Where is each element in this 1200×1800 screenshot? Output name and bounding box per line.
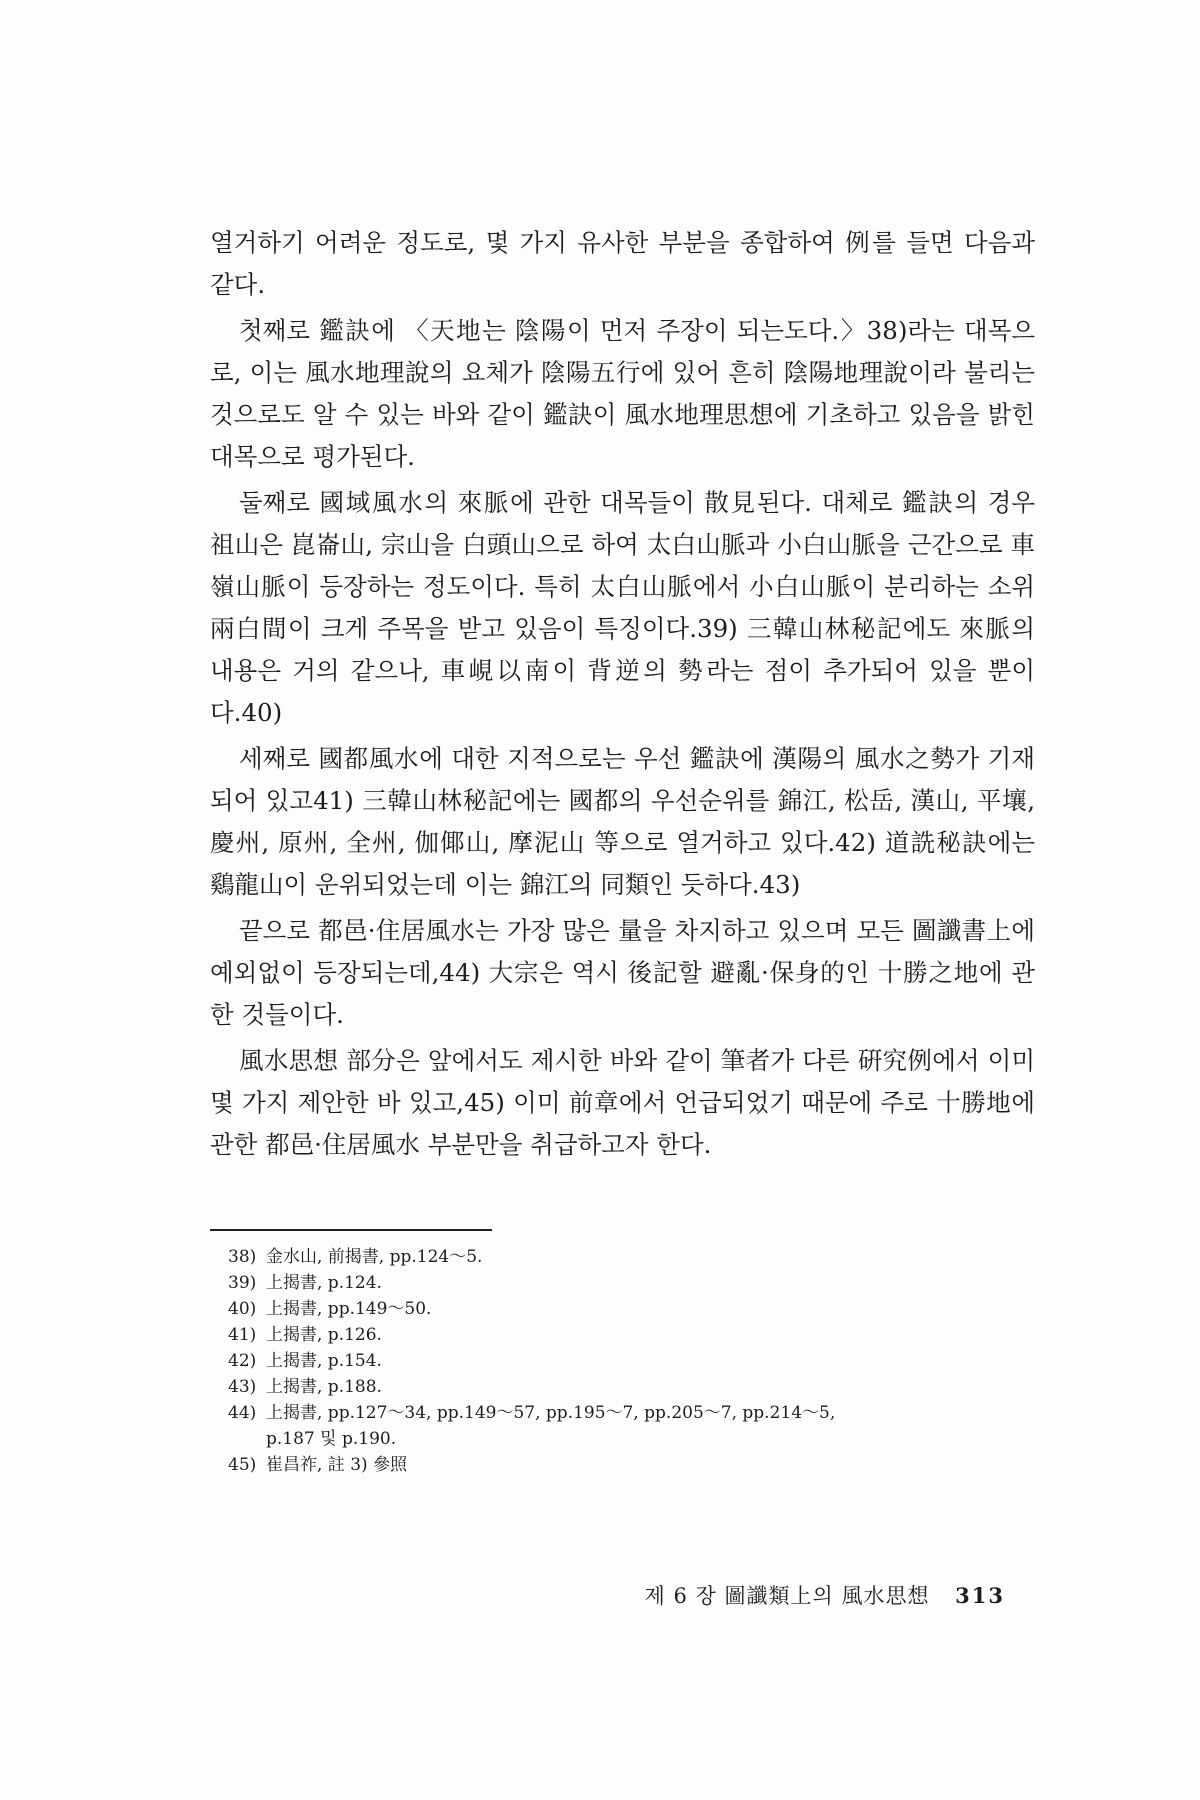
footnote-text — [266, 1400, 1028, 1452]
footnote-number: 42) — [228, 1351, 257, 1371]
footnote — [228, 1400, 1028, 1452]
chapter-title: 제 6 장 圖讖類上의 風水思想 — [644, 1584, 930, 1608]
footnote — [228, 1270, 1028, 1296]
paragraph: 세째로 國都風水에 대한 지적으로는 우선 鑑訣에 漢陽의 風水之勢가 기재되어 있고41) 三韓山林秘記에는 國都의 우선순위를 錦江, 松岳, 漢山, 平壤, 慶州, 原州, 全州, 伽倻山, 摩泥山 等으로 열거하고 있다.42) 道詵秘訣에는 鷄龍山이 운위되었는데 이는 錦江의 同類인 듯하다.43) — [210, 744, 1035, 899]
footnote-number: 43) — [228, 1377, 257, 1397]
footnote — [228, 1348, 1028, 1374]
footnote-text: 上揭書, p.126. — [266, 1325, 382, 1345]
paragraph: 둘째로 國域風水의 來脈에 관한 대목들이 散見된다. 대체로 鑑訣의 경우 祖山은 崑崙山, 宗山을 白頭山으로 하여 太白山脈과 小白山脈을 근간으로 車嶺山脈이 등장하는 정도이다. 특히 太白山脈에서 小白山脈이 분리하는 소위 兩白間이 크게 주목을 받고 있음이 특징이다.39) 三韓山林秘記에도 來脈의 내용은 거의 같으나, 車峴以南이 背逆의 勢라는 점이 추가되어 있을 뿐이다.40) — [210, 488, 1035, 727]
footnotes — [228, 1244, 1028, 1478]
footnote-number: 41) — [228, 1325, 257, 1345]
body-text — [210, 222, 1035, 1166]
footnote-divider — [210, 1229, 492, 1231]
footnote-text: 上揭書, pp.149～50. — [266, 1299, 432, 1319]
footnote — [228, 1296, 1028, 1322]
footnote-text: 金水山, 前揭書, pp.124～5. — [266, 1247, 483, 1267]
footnote — [228, 1322, 1028, 1348]
footnote-number: 40) — [228, 1299, 257, 1319]
paragraph: 첫째로 鑑訣에 〈天地는 陰陽이 먼저 주장이 되는도다.〉38)라는 대목으로, 이는 風水地理說의 요체가 陰陽五行에 있어 흔히 陰陽地理說이라 불리는 것으로도 알 수 있는 바와 같이 鑑訣이 風水地理思想에 기초하고 있음을 밝힌 대목으로 평가된다. — [210, 316, 1035, 471]
footnote-text-continuation: p.187 및 p.190. — [266, 1429, 397, 1449]
page-footer — [645, 1580, 1005, 1610]
footnote-text: 崔昌祚, 註 3) 參照 — [266, 1455, 408, 1475]
page-number: 313 — [955, 1583, 1005, 1608]
footnote-text: 上揭書, p.154. — [266, 1351, 382, 1371]
footnote-number: 39) — [228, 1273, 257, 1293]
footnote-number: 45) — [228, 1455, 257, 1475]
footnote — [228, 1244, 1028, 1270]
footnote-number: 44) — [228, 1403, 257, 1423]
footnote — [228, 1374, 1028, 1400]
footnote-text: 上揭書, p.188. — [266, 1377, 382, 1397]
paragraph: 風水思想 部分은 앞에서도 제시한 바와 같이 筆者가 다른 硏究例에서 이미 몇 가지 제안한 바 있고,45) 이미 前章에서 언급되었기 때문에 주로 十勝地에 관한 都邑·住居風水 부분만을 취급하고자 한다. — [210, 1046, 1035, 1159]
paragraph: 열거하기 어려운 정도로, 몇 가지 유사한 부분을 종합하여 例를 들면 다음과 같다. — [210, 228, 1035, 299]
paragraph: 끝으로 都邑·住居風水는 가장 많은 量을 차지하고 있으며 모든 圖讖書上에 예외없이 등장되는데,44) 大宗은 역시 後記할 避亂·保身的인 十勝之地에 관한 것들이다. — [210, 916, 1035, 1029]
footnote-number: 38) — [228, 1247, 257, 1267]
footnote — [228, 1452, 1028, 1478]
footnote-text-line: 上揭書, pp.127～34, pp.149～57, pp.195～7, pp.205～7, pp.214～5, — [266, 1403, 836, 1423]
footnote-text: 上揭書, p.124. — [266, 1273, 382, 1293]
